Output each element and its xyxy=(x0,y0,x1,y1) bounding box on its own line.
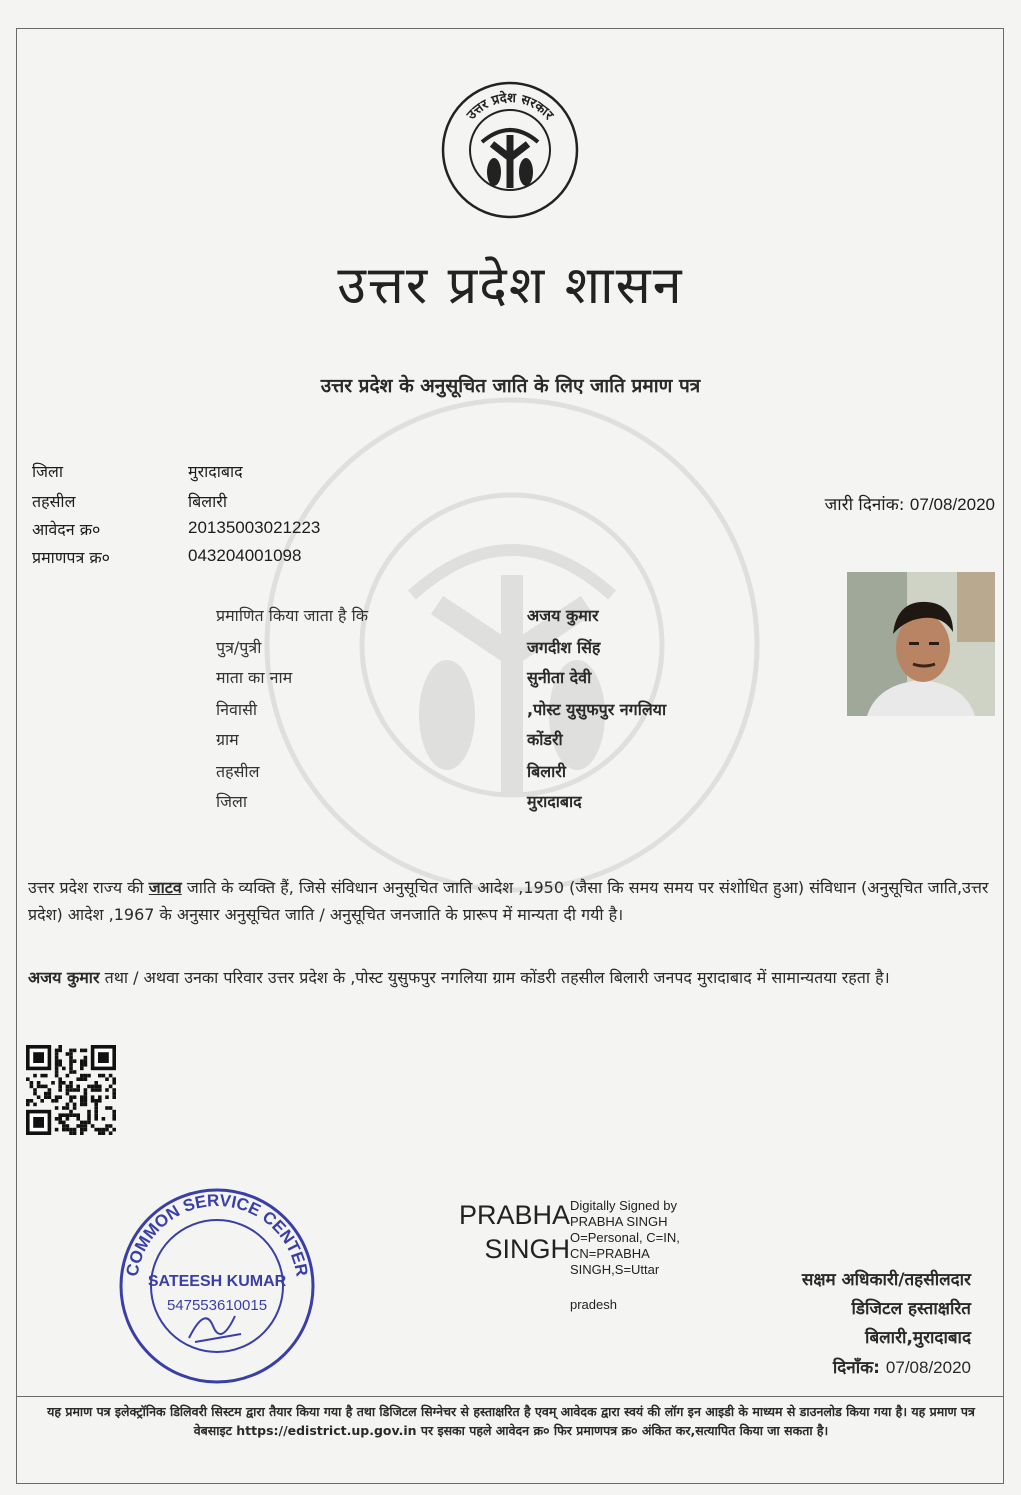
issue-date-label: जारी दिनांक: xyxy=(824,495,905,515)
residence-paragraph xyxy=(28,964,998,991)
qr-code xyxy=(26,1045,116,1135)
footer-divider xyxy=(17,1396,1003,1397)
district-value: मुरादाबाद xyxy=(188,464,243,481)
caste-paragraph xyxy=(28,874,998,928)
signer-name xyxy=(430,1198,570,1266)
person-tehsil-value: बिलारी xyxy=(527,762,566,781)
csc-stamp xyxy=(117,1186,317,1386)
person-district-label: जिला xyxy=(216,792,248,811)
para2-name: अजय कुमार xyxy=(28,968,100,987)
svg-text:COMMON SERVICE CENTER xyxy=(123,1191,312,1278)
certificate-number: 043204001098 xyxy=(188,546,302,565)
watermark-emblem xyxy=(262,395,762,895)
authority-date xyxy=(802,1353,971,1383)
up-government-emblem xyxy=(440,80,580,220)
issuing-authority xyxy=(802,1266,971,1383)
para2-text: तथा / अथवा उनका परिवार उत्तर प्रदेश के ,पोस्ट युसुफपुर नगलिया ग्राम कोंडरी तहसील बिलारी जनपद मुरादाबाद में सामान्यतया रहता है। xyxy=(99,968,890,987)
person-district-value: मुरादाबाद xyxy=(527,792,582,811)
mother-name: सुनीता देवी xyxy=(527,668,592,687)
para1-prefix: उत्तर प्रदेश राज्य की xyxy=(28,878,149,897)
applicant-name: अजय कुमार xyxy=(527,606,599,625)
certificate-subtitle: उत्तर प्रदेश के अनुसूचित जाति के लिए जाति प्रमाण पत्र xyxy=(320,375,701,397)
stamp-name: SATEESH KUMAR xyxy=(147,1273,287,1290)
authority-title: सक्षम अधिकारी/तहसीलदार xyxy=(801,1270,971,1290)
person-tehsil-label: तहसील xyxy=(216,762,260,781)
signer-name-line2: SINGH xyxy=(484,1234,570,1264)
application-label: आवेदन क्र० xyxy=(32,520,101,539)
village-label: ग्राम xyxy=(216,730,239,749)
residence-label: निवासी xyxy=(216,700,258,719)
certificate-label: प्रमाणपत्र क्र० xyxy=(32,548,110,567)
tehsil-label: तहसील xyxy=(32,492,76,511)
applicant-photo xyxy=(847,572,995,716)
tehsil-value: बिलारी xyxy=(188,494,227,511)
residence-value: ,पोस्ट युसुफपुर नगलिया xyxy=(527,700,667,719)
parent-name: जगदीश सिंह xyxy=(527,638,601,657)
district-label: जिला xyxy=(32,462,64,481)
attest-label: प्रमाणित किया जाता है कि xyxy=(216,606,369,625)
svg-text:उत्तर प्रदेश सरकार xyxy=(463,90,556,124)
para1-suffix: जाति के व्यक्ति हैं, जिसे संविधान अनुसूचित जाति आदेश ,1950 (जैसा कि समय समय पर संशोधित हुआ) संविधान (अनुसूचित जाति,उत्तर प्रदेश) आदेश ,1967 के अनुसार अनुसूचित जाति / अनुसूचित जनजाति के प्रारूप में मान्यता दी गयी है। xyxy=(28,878,989,924)
signer-name-line1: PRABHA xyxy=(458,1200,570,1230)
authority-date-value: 07/08/2020 xyxy=(885,1358,971,1377)
mother-label: माता का नाम xyxy=(216,668,293,687)
caste-name: जाटव xyxy=(148,878,182,897)
emblem-ring-text: उत्तर प्रदेश सरकार xyxy=(464,90,556,123)
signature-details-tail: pradesh xyxy=(570,1297,617,1312)
application-number: 20135003021223 xyxy=(188,518,321,537)
authority-digital: डिजिटल हस्ताक्षरित xyxy=(851,1299,971,1319)
authority-date-label: दिनाँक: xyxy=(832,1358,880,1378)
signature-details: Digitally Signed by PRABHA SINGH O=Personal, C=IN, CN=PRABHA SINGH,S=Uttar xyxy=(570,1198,680,1277)
village-value: कोंडरी xyxy=(527,730,563,749)
footer-note: यह प्रमाण पत्र इलेक्ट्रॉनिक डिलिवरी सिस्टम द्वारा तैयार किया गया है तथा डिजिटल सिग्नेचर से हस्ताक्षरित है एवम् आवेदक द्वारा स्वयं की लॉग इन आइडी के माध्यम से डाउनलोड किया गया है। यह प्रमाण पत्र वेबसाइट https://edistrict.up.gov.in पर इसका पहले आवेदन क्र० फिर प्रमाणपत्र क्र० अंकित कर,सत्यापित किया जा सकता है। xyxy=(47,1404,975,1438)
page-title: उत्तर प्रदेश शासन xyxy=(337,256,684,316)
parent-label: पुत्र/पुत्री xyxy=(216,638,262,657)
stamp-id: 547553610015 xyxy=(166,1297,268,1314)
stamp-ring-text: COMMON SERVICE CENTER xyxy=(122,1190,312,1278)
authority-location: बिलारी,मुरादाबाद xyxy=(865,1328,971,1348)
issue-date xyxy=(825,492,995,515)
issue-date-value: 07/08/2020 xyxy=(909,495,995,514)
